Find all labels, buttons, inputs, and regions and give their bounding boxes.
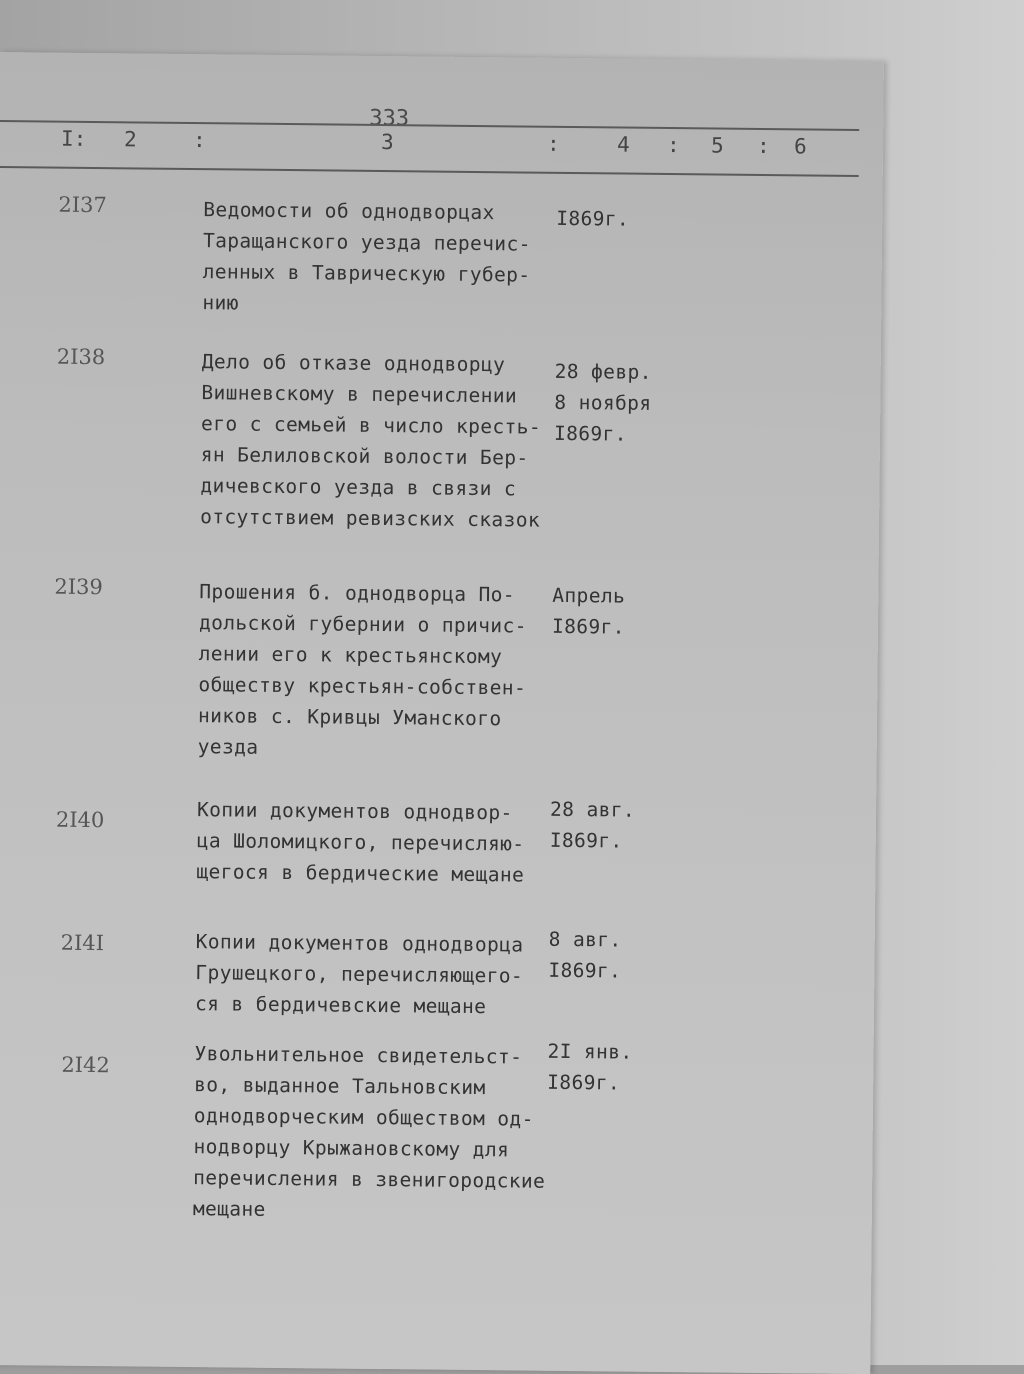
column-separator: : [546, 131, 560, 156]
entry-number: 2I40 [55, 807, 105, 833]
entry-description: Ведомости об однодворцах Таращанского уезда перечис- ленных в Таврическую губер- нию [202, 198, 531, 315]
column-header-3: 3 [380, 129, 394, 155]
page-number: 333 [369, 105, 410, 132]
document-page [0, 52, 884, 1374]
column-header-5: 5 [710, 133, 724, 158]
entry-date: 2I янв. I869г. [547, 1039, 633, 1095]
entry-number: 2I4I [60, 930, 105, 956]
column-header-4: 4 [616, 132, 630, 157]
entry-date: 28 февр. 8 ноября I869г. [553, 359, 652, 446]
entry-description: Копии документов однодвор- ца Шоломицкого, перечисляю- щегося в бердические мещане [196, 798, 525, 887]
entry-date: Апрель I869г. [551, 583, 626, 639]
column-header-2: 2 [123, 127, 137, 152]
entry-date: I869г. [556, 206, 630, 231]
column-separator: : [666, 132, 680, 158]
entry-date: 28 авг. I869г. [549, 797, 636, 853]
header-rule-bottom [0, 166, 859, 177]
entry-date: 8 авг. I869г. [548, 927, 622, 983]
column-separator: : [756, 133, 770, 159]
entry-description: Прошения б. однодворца По- дольской губернии о причис- лении его к крестьянскому обществу крестьян-собствен- ников с. Кривцы Уманского уезда [197, 580, 527, 759]
entry-description: Копии документов однодворца Грушецкого, перечисляющего- ся в бердичевские мещане [194, 930, 524, 1019]
entry-description: Увольнительное свидетельст- во, выданное Тальновским однодворческим обществом од- нодворцу Крыжановскому для перечисления в звенигородские мещане [192, 1042, 546, 1221]
entry-number: 2I39 [54, 574, 103, 600]
column-separator: : [192, 128, 206, 153]
entry-number: 2I38 [56, 344, 106, 370]
entry-description: Дело об отказе однодворцу Вишневскому в перечислении его с семьей в число кресть- ян Белиловской волости Бер- дичевского уезда в связи с отсутствием ревизских сказок [200, 350, 542, 532]
entry-number: 2I42 [61, 1052, 110, 1078]
entry-number: 2I37 [58, 192, 107, 218]
column-header-1: I: [60, 126, 87, 151]
column-header-6: 6 [793, 134, 807, 159]
